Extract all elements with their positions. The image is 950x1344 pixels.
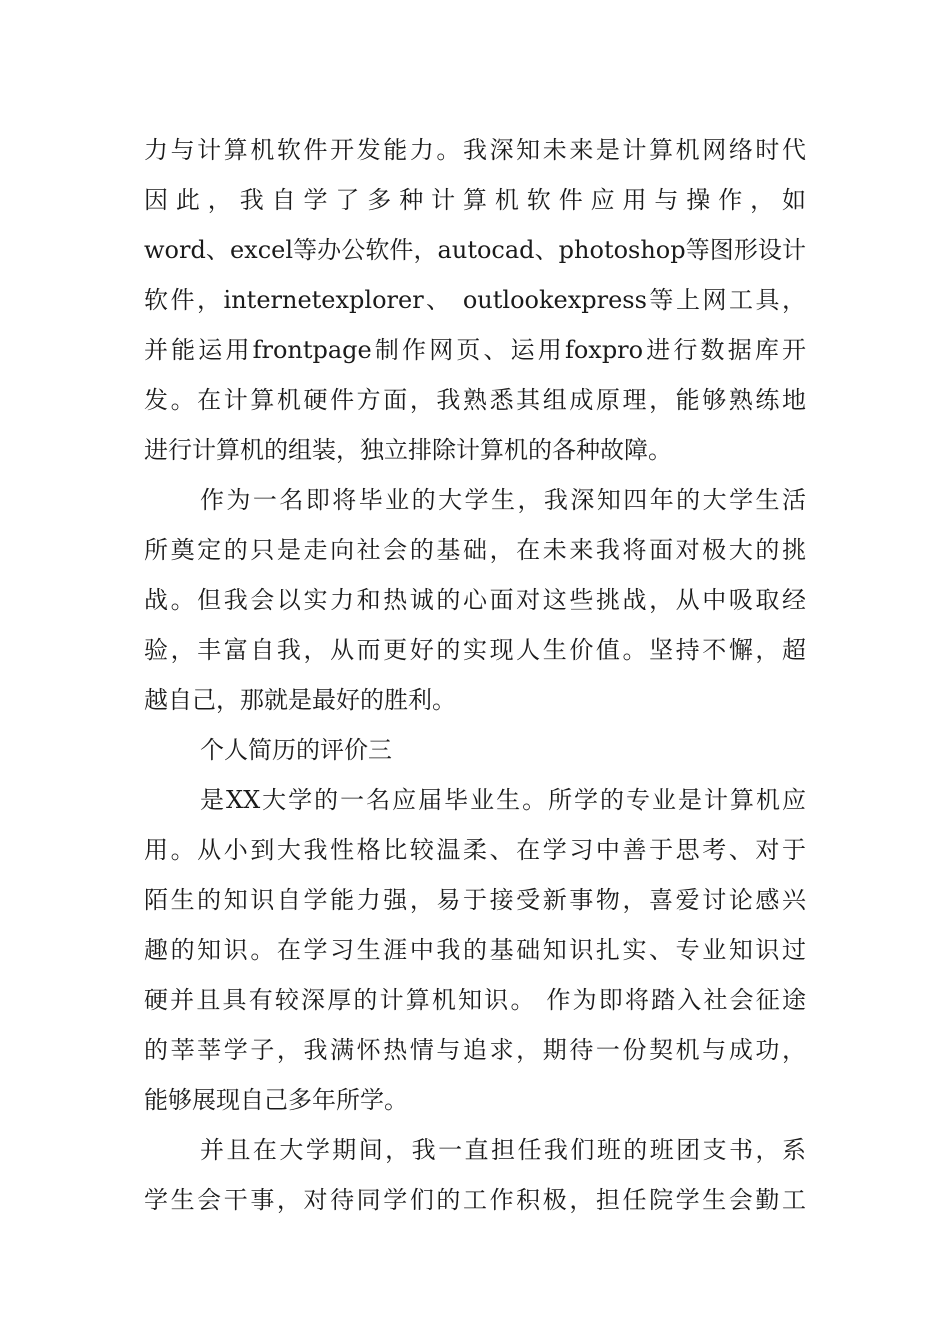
text-line: 的莘莘学子，我满怀热情与追求，期待一份契机与成功， [144, 1036, 806, 1064]
text-line: 作为一名即将毕业的大学生，我深知四年的大学生活 [200, 486, 806, 514]
text-line: 越自己，那就是最好的胜利。 [144, 686, 456, 714]
text-line: 能够展现自己多年所学。 [144, 1086, 408, 1114]
text-line: 战。但我会以实力和热诚的心面对这些挑战，从中吸取经 [144, 586, 806, 614]
text-line: 验，丰富自我，从而更好的实现人生价值。坚持不懈，超 [144, 636, 806, 664]
text-line: 陌生的知识自学能力强，易于接受新事物，喜爱讨论感兴 [144, 886, 806, 914]
text-line: 力与计算机软件开发能力。我深知未来是计算机网络时代 [144, 136, 806, 164]
text-line: 因此，我自学了多种计算机软件应用与操作，如 [144, 186, 806, 214]
text-line: 用。从小到大我性格比较温柔、在学习中善于思考、对于 [144, 836, 806, 864]
text-line: 并能运用frontpage制作网页、运用foxpro进行数据库开 [144, 336, 806, 364]
text-line: 进行计算机的组装，独立排除计算机的各种故障。 [144, 436, 672, 464]
text-line: word、excel等办公软件，autocad、photoshop等图形设计 [144, 236, 806, 264]
text-line: 是XX大学的一名应届毕业生。所学的专业是计算机应 [200, 786, 806, 814]
text-line: 并且在大学期间，我一直担任我们班的班团支书，系 [200, 1136, 806, 1164]
text-line: 软件，internetexplorer、 outlookexpress等上网工具， [144, 286, 806, 314]
section-heading: 个人简历的评价三 [200, 736, 392, 764]
text-line: 趣的知识。在学习生涯中我的基础知识扎实、专业知识过 [144, 936, 806, 964]
text-line: 所奠定的只是走向社会的基础，在未来我将面对极大的挑 [144, 536, 806, 564]
text-line: 学生会干事，对待同学们的工作积极，担任院学生会勤工 [144, 1186, 806, 1214]
text-line: 发。在计算机硬件方面，我熟悉其组成原理，能够熟练地 [144, 386, 806, 414]
text-line: 硬并且具有较深厚的计算机知识。 作为即将踏入社会征途 [144, 986, 806, 1014]
